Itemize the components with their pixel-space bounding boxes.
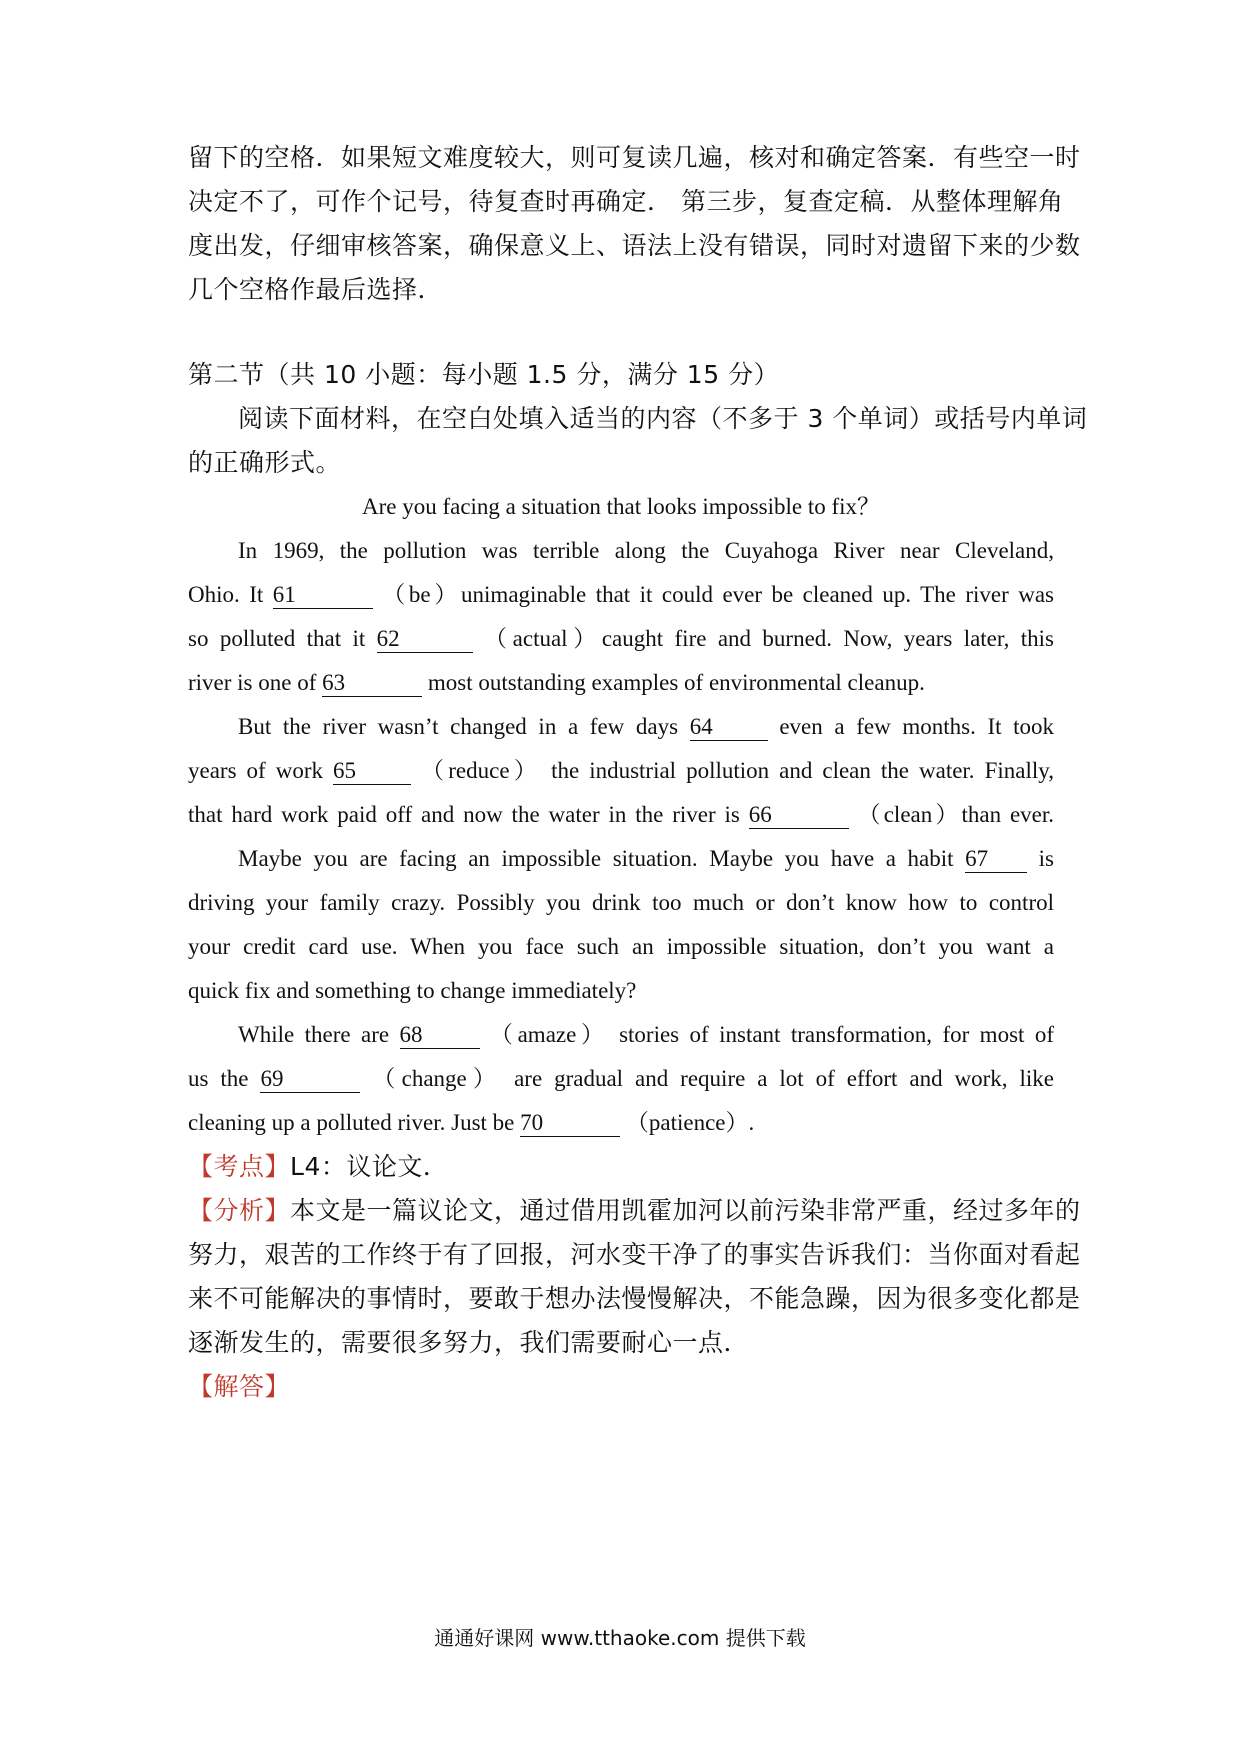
intro-line-3: 度出发，仔细审核答案，确保意义上、语法上没有错误，同时对遗留下来的少数 — [188, 231, 1081, 260]
blank-63[interactable]: 63 — [322, 670, 422, 697]
passage-text: is — [1038, 846, 1055, 871]
blank-70[interactable]: 70 — [520, 1110, 620, 1137]
passage-text: （reduce） the industrial pollution and clean the water. Finally, — [421, 758, 1054, 783]
passage-text: Maybe you are facing an impossible situation. Maybe you have a habit — [238, 846, 954, 871]
passage-text: most outstanding examples of environmental cleanup. — [427, 670, 925, 695]
fenxi-line: 来不可能解决的事情时，要敢于想办法慢慢解决，不能急躁，因为很多变化都是 — [188, 1284, 1081, 1313]
passage-line — [238, 842, 1054, 876]
intro-line-1: 留下的空格．如果短文难度较大，则可复读几遍，核对和确定答案．有些空一时 — [188, 143, 1081, 172]
passage-text: river is one of — [188, 670, 317, 695]
fenxi-text: 本文是一篇议论文，通过借用凯霍加河以前污染非常严重，经过多年的 — [290, 1196, 1081, 1225]
jieda-line — [188, 1370, 1054, 1404]
blank-64[interactable]: 64 — [690, 714, 768, 741]
passage-text: （be）unimaginable that it could ever be cleaned up. The river was — [382, 582, 1054, 607]
passage-text: even a few months. It took — [779, 714, 1055, 739]
blank-69[interactable]: 69 — [260, 1066, 360, 1093]
passage-text: （clean）than ever. — [857, 802, 1055, 827]
passage-text: cleaning up a polluted river. Just be — [188, 1110, 515, 1135]
passage-line — [188, 666, 1054, 700]
passage-text: （actual）caught fire and burned. Now, years later, this — [484, 626, 1054, 651]
passage-text: （amaze） stories of instant transformation, for most of — [489, 1022, 1054, 1047]
passage-line — [188, 798, 1054, 832]
passage-text: Ohio. It — [188, 582, 264, 607]
section-heading: 第二节（共 10 小题：每小题 1.5 分，满分 15 分） — [188, 360, 780, 389]
kaodian-tag: 【考点】 — [188, 1152, 291, 1181]
blank-67[interactable]: 67 — [965, 846, 1027, 873]
intro-line-4: 几个空格作最后选择． — [188, 275, 444, 304]
passage-line — [188, 754, 1054, 788]
passage-line — [188, 1106, 1054, 1140]
passage-line — [188, 1062, 1054, 1096]
fenxi-line — [188, 1194, 1081, 1228]
blank-65[interactable]: 65 — [333, 758, 411, 785]
kaodian-text: L4：议论文． — [290, 1152, 449, 1181]
intro-line-2: 决定不了，可作个记号，待复查时再确定． 第三步，复查定稿．从整体理解角 — [188, 187, 1064, 216]
passage-line: your credit card use. When you face such an impossible situation, don’t you want a — [188, 934, 1054, 959]
blank-61[interactable]: 61 — [273, 582, 373, 609]
passage-line — [188, 578, 1054, 612]
passage-title: Are you facing a situation that looks impossible to fix？ — [361, 494, 881, 519]
section-instruction-1: 阅读下面材料，在空白处填入适当的内容（不多于 3 个单词）或括号内单词 — [238, 404, 1088, 433]
passage-text: But the river wasn’t changed in a few days — [238, 714, 679, 739]
jieda-tag: 【解答】 — [188, 1372, 291, 1401]
passage-line — [238, 710, 1054, 744]
fenxi-line: 逐渐发生的，需要很多努力，我们需要耐心一点． — [188, 1328, 750, 1357]
passage-text: While there are — [238, 1022, 390, 1047]
passage-line: quick fix and something to change immediately? — [188, 978, 637, 1003]
passage-line — [188, 622, 1054, 656]
passage-text: years of work — [188, 758, 323, 783]
blank-62[interactable]: 62 — [377, 626, 473, 653]
passage-text: so polluted that it — [188, 626, 366, 651]
blank-68[interactable]: 68 — [400, 1022, 480, 1049]
fenxi-tag: 【分析】 — [188, 1196, 291, 1225]
passage-line — [238, 1018, 1054, 1052]
passage-text: that hard work paid off and now the water in the river is — [188, 802, 740, 827]
passage-line: In 1969, the pollution was terrible along the Cuyahoga River near Cleveland, — [238, 538, 1054, 563]
kaodian-line — [188, 1150, 1054, 1184]
blank-66[interactable]: 66 — [749, 802, 849, 829]
fenxi-line: 努力，艰苦的工作终于有了回报，河水变干净了的事实告诉我们：当你面对看起 — [188, 1240, 1081, 1269]
passage-text: （patience）. — [625, 1110, 755, 1135]
section-instruction-2: 的正确形式。 — [188, 448, 342, 477]
passage-line: driving your family crazy. Possibly you drink too much or don’t know how to control — [188, 890, 1054, 915]
passage-text: （change） are gradual and require a lot of effort and work, like — [372, 1066, 1054, 1091]
page-footer: 通通好课网 www.tthaoke.com 提供下载 — [434, 1626, 806, 1650]
passage-text: us the — [188, 1066, 249, 1091]
